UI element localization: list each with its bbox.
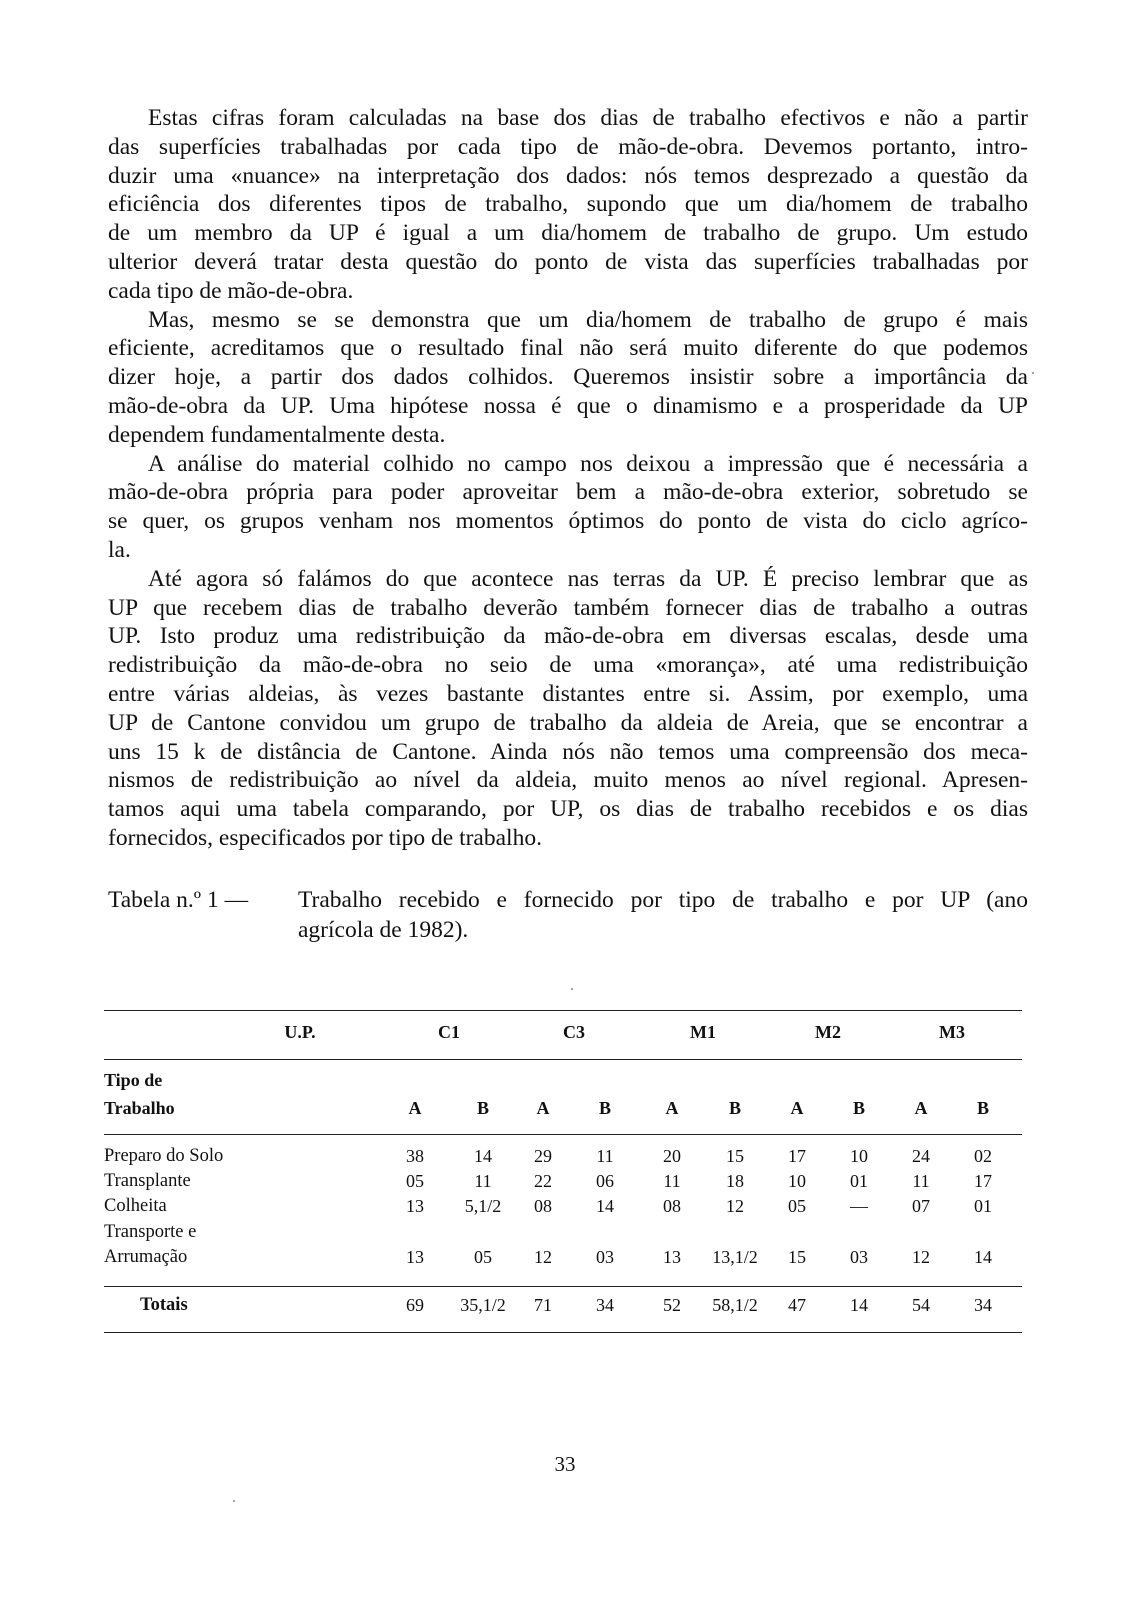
table-cell: 12 bbox=[534, 1247, 552, 1267]
table-cell: 01 bbox=[974, 1196, 992, 1216]
text-line: tamos aqui uma tabela comparando, por UP, os dias de trabalho recebidos e os dias bbox=[108, 796, 1028, 823]
text-line: dizer hoje, a partir dos dados colhidos. Queremos insistir sobre a importância da bbox=[108, 364, 1028, 391]
up-header: U.P. bbox=[284, 1022, 316, 1042]
subcolumn-header: B bbox=[728, 1098, 741, 1118]
text-line: eficiente, acreditamos que o resultado final não será muito diferente do que podemos bbox=[108, 335, 1028, 362]
row-header-title: Tipo de bbox=[104, 1070, 163, 1090]
text-line: de um membro da UP é igual a um dia/homem de trabalho de grupo. Um estudo bbox=[108, 220, 1028, 247]
text-line: mão-de-obra da UP. Uma hipótese nossa é que o dinamismo e a prosperidade da UP bbox=[108, 392, 1028, 419]
table-rule-bottom bbox=[104, 1332, 1022, 1333]
subcolumn-header: B bbox=[852, 1098, 865, 1118]
row-label: Preparo do Solo bbox=[104, 1146, 224, 1166]
row-label: Arrumação bbox=[104, 1247, 188, 1267]
totals-cell: 47 bbox=[788, 1295, 806, 1315]
table-cell: 20 bbox=[663, 1146, 681, 1166]
table-rule-header bbox=[104, 1059, 1022, 1060]
totals-cell: 35,1/2 bbox=[460, 1295, 506, 1315]
text-line: ulterior deverá tratar desta questão do ponto de vista das superfícies trabalhadas por bbox=[108, 248, 1028, 275]
subcolumn-header: A bbox=[408, 1098, 422, 1118]
totals-cell: 34 bbox=[974, 1295, 992, 1315]
text-line: entre várias aldeias, às vezes bastante distantes entre si. Assim, por exemplo, uma bbox=[108, 680, 1028, 707]
table-cell: 03 bbox=[850, 1247, 868, 1267]
text-line: Estas cifras foram calculadas na base dos dias de trabalho efectivos e não a partir bbox=[148, 105, 1028, 131]
text-line: eficiência dos diferentes tipos de trabalho, supondo que um dia/homem de trabalho bbox=[108, 191, 1028, 218]
totals-cell: 69 bbox=[406, 1295, 424, 1315]
text-line: la. bbox=[108, 536, 131, 563]
table-cell: 11 bbox=[912, 1171, 930, 1191]
totals-cell: 14 bbox=[850, 1295, 868, 1315]
text-line: Mas, mesmo se se demonstra que um dia/homem de trabalho de grupo é mais bbox=[148, 306, 1028, 333]
text-line: das superfícies trabalhadas por cada tipo de mão-de-obra. Devemos portanto, intro- bbox=[108, 133, 1028, 160]
table-cell: 13 bbox=[406, 1247, 424, 1267]
table-cell: 18 bbox=[726, 1171, 744, 1191]
table-cell: 05 bbox=[474, 1247, 492, 1267]
table-cell: 12 bbox=[912, 1247, 930, 1267]
table-cell: 02 bbox=[974, 1146, 992, 1166]
table-cell: 13,1/2 bbox=[712, 1247, 758, 1267]
table-rule-top bbox=[104, 1010, 1022, 1011]
caption-title bbox=[298, 885, 1028, 945]
caption-title-line: agrícola de 1982). bbox=[298, 917, 469, 943]
table-cell: 08 bbox=[534, 1196, 552, 1216]
text-line: dependem fundamentalmente desta. bbox=[108, 421, 446, 448]
body-text bbox=[108, 104, 1028, 853]
text-line: duzir uma «nuance» na interpretação dos dados: nós temos desprezado a questão da bbox=[108, 162, 1028, 189]
text-line: redistribuição da mão-de-obra no seio de uma «morança», até uma redistribuição bbox=[108, 652, 1028, 679]
group-header: C1 bbox=[438, 1022, 460, 1042]
table-cell: 03 bbox=[596, 1247, 614, 1267]
totals-cell: 52 bbox=[663, 1295, 681, 1315]
row-label: Transporte e bbox=[104, 1222, 197, 1242]
text-line: Até agora só falámos do que acontece nas terras da UP. É preciso lembrar que as bbox=[148, 565, 1028, 592]
table-cell: 11 bbox=[596, 1146, 614, 1166]
paragraph bbox=[108, 104, 1028, 306]
group-header: M2 bbox=[815, 1022, 841, 1042]
paragraph bbox=[108, 306, 1028, 450]
subcolumn-header: A bbox=[536, 1098, 550, 1118]
subcolumn-header: B bbox=[976, 1098, 989, 1118]
table-cell: 11 bbox=[474, 1171, 492, 1191]
text-line: cada tipo de mão-de-obra. bbox=[108, 277, 354, 304]
text-line: UP de Cantone convidou um grupo de trabalho da aldeia de Areia, que se encontrar a bbox=[108, 709, 1028, 736]
table-cell: 24 bbox=[912, 1146, 930, 1166]
table-cell: 17 bbox=[974, 1171, 992, 1191]
totals-cell: 58,1/2 bbox=[712, 1295, 758, 1315]
scan-speck bbox=[571, 988, 573, 990]
table-cell: 05 bbox=[788, 1196, 806, 1216]
totals-label: Totais bbox=[140, 1295, 188, 1315]
table-cell: 14 bbox=[974, 1247, 992, 1267]
caption-title-line: Trabalho recebido e fornecido por tipo de trabalho e por UP (ano bbox=[298, 887, 1028, 913]
table-cell: 22 bbox=[534, 1171, 552, 1191]
subcolumn-header: B bbox=[476, 1098, 489, 1118]
scan-speck bbox=[1032, 372, 1034, 374]
table-cell: 01 bbox=[850, 1171, 868, 1191]
paragraph bbox=[108, 450, 1028, 565]
table-cell: 15 bbox=[726, 1146, 744, 1166]
text-line: UP. Isto produz uma redistribuição da mão-de-obra em diversas escalas, desde uma bbox=[108, 623, 1028, 650]
text-line: uns 15 k de distância de Cantone. Ainda nós não temos uma compreensão dos meca- bbox=[108, 738, 1028, 765]
table-cell: 10 bbox=[788, 1171, 806, 1191]
subcolumn-header: A bbox=[914, 1098, 928, 1118]
table-cell: 13 bbox=[663, 1247, 681, 1267]
text-line: se quer, os grupos venham nos momentos óptimos do ponto de vista do ciclo agríco- bbox=[108, 508, 1028, 535]
text-line: fornecidos, especificados por tipo de trabalho. bbox=[108, 824, 542, 851]
table-cell: 06 bbox=[596, 1171, 614, 1191]
table-cell: 13 bbox=[406, 1196, 424, 1216]
subcolumn-header: A bbox=[790, 1098, 804, 1118]
table-cell: 15 bbox=[788, 1247, 806, 1267]
row-label: Colheita bbox=[104, 1196, 167, 1216]
paragraph bbox=[108, 565, 1028, 853]
row-label: Transplante bbox=[104, 1171, 191, 1191]
text-line: mão-de-obra própria para poder aproveitar bem a mão-de-obra exterior, sobretudo se bbox=[108, 479, 1028, 506]
table-cell: 11 bbox=[663, 1171, 681, 1191]
totals-cell: 54 bbox=[912, 1295, 930, 1315]
page-number: 33 bbox=[554, 1452, 576, 1476]
text-line: nismos de redistribuição ao nível da aldeia, muito menos ao nível regional. Apresen- bbox=[108, 767, 1028, 794]
table-rule-subheader bbox=[104, 1134, 1022, 1135]
group-header: M3 bbox=[939, 1022, 965, 1042]
group-header: M1 bbox=[690, 1022, 716, 1042]
table-cell: 05 bbox=[406, 1171, 424, 1191]
row-header-title: Trabalho bbox=[104, 1098, 175, 1118]
table-cell: 08 bbox=[663, 1196, 681, 1216]
subcolumn-header: A bbox=[665, 1098, 679, 1118]
text-line: A análise do material colhido no campo nos deixou a impressão que é necessária a bbox=[148, 450, 1028, 477]
scan-speck bbox=[233, 1500, 235, 1502]
totals-cell: 34 bbox=[596, 1295, 614, 1315]
table-rule-body-end bbox=[104, 1286, 1022, 1287]
table-cell: 29 bbox=[534, 1146, 552, 1166]
table-cell: 17 bbox=[788, 1146, 806, 1166]
table-cell: 14 bbox=[596, 1196, 614, 1216]
totals-cell: 71 bbox=[534, 1295, 552, 1315]
group-header: C3 bbox=[563, 1022, 585, 1042]
table-cell: 10 bbox=[850, 1146, 868, 1166]
table-cell: 07 bbox=[912, 1196, 930, 1216]
caption-label: Tabela n.º 1 — bbox=[108, 887, 249, 913]
table-cell: — bbox=[850, 1196, 868, 1216]
table-cell: 12 bbox=[726, 1196, 744, 1216]
table-cell: 14 bbox=[474, 1146, 492, 1166]
table-cell: 5,1/2 bbox=[464, 1196, 502, 1216]
text-line: UP que recebem dias de trabalho deverão também fornecer dias de trabalho a outras bbox=[108, 594, 1028, 621]
table-cell: 38 bbox=[406, 1146, 424, 1166]
subcolumn-header: B bbox=[598, 1098, 611, 1118]
